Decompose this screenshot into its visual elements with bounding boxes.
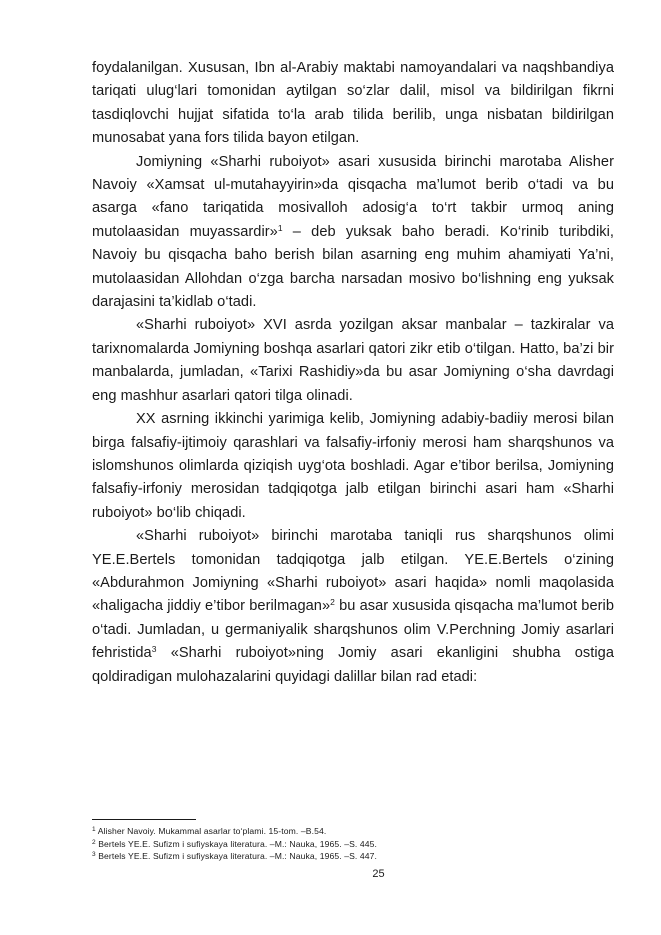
footnote-text: Alisher Navoiy. Mukammal asarlar to‘plami. 15-tom. –B.54.: [95, 826, 327, 836]
paragraph-text: «Sharhi ruboiyot»ning Jomiy asari ekanligini shubha ostiga qoldiradigan mulohazalarini quyidagi dalillar bilan rad etadi:: [92, 645, 614, 685]
paragraph-text: Jomiyning «Sharhi ruboiyot» asari xususida birinchi marotaba Alisher Navoiy «Xamsat ul-mutahayyirin»da qisqacha ma’lumot berib o‘tadi va bu asarga «fano tariqatida mosivalloh adosig‘a to‘rt takbir urmoq aning mutolaasidan muyassardir»: [92, 153, 614, 240]
footnote-reference[interactable]: 2: [330, 597, 335, 608]
footnote-reference[interactable]: 1: [277, 222, 283, 233]
footnote-text: Bertels YE.E. Sufizm i sufiyskaya literatura. –M.: Nauka, 1965. –S. 445.: [95, 838, 378, 849]
footnote: [92, 825, 614, 838]
paragraph-text: «Sharhi ruboiyot» birinchi marotaba taniqli rus sharqshunos olimi YE.E.Bertels tomonidan tadqiqotga jalb etilgan. YE.E.Bertels o‘zining «Abdurahmon Jomiyning «Sharhi ruboiyot» asari haqida» nomli maqolasida «haligacha jiddiy e’tibor berilmagan»: [92, 528, 614, 615]
paragraph: [92, 314, 614, 408]
footnote: [92, 838, 614, 851]
paragraph-text: bu asar xususida qisqacha ma’lumot berib o‘tadi. Jumladan, u germaniyalik sharqshunos olim V.Perchning Jomiy asarlari fehristida: [92, 598, 614, 662]
paragraph: [92, 408, 614, 525]
paragraph-text: XX asrning ikkinchi yarimiga kelib, Jomiyning adabiy-badiiy merosi bilan birga falsafiy-ijtimoiy qarashlari va falsafiy-irfoniy merosi ham sharqshunos va islomshunos olimlarda qiziqish uyg‘ota boshladi. Agar e’tibor berilsa, Jomiyning falsafiy-irfoniy merosidan tadqiqotga jalb etilgan birinchi asari ham «Sharhi ruboiyot» bo‘lib chiqadi.: [92, 411, 614, 521]
paragraph-text: – deb yuksak baho beradi. Ko‘rinib turibdiki, Navoiy bu qisqacha baho berish bilan asarning eng muhim ahamiyati Ya’ni, mutolaasidan Allohdan o‘zga barcha narsadan mosivo bo‘lishning eng yuksak darajasini ta’kidlab o‘tadi.: [92, 223, 614, 311]
body-text: [92, 57, 614, 689]
footnotes: [92, 819, 614, 863]
paragraph: [92, 151, 614, 315]
paragraph-continued: [92, 57, 614, 151]
page-number-text: 25: [372, 868, 385, 880]
footnote: [92, 850, 614, 863]
paragraph: [92, 525, 614, 689]
footnote-number: 3: [92, 851, 96, 859]
paragraph-text: foydalanilgan. Xususan, Ibn al-Arabiy maktabi namoyandalari va naqshbandiya tariqati ulug‘lari tomonidan aytilgan so‘zlar dalil, misol va bildirilgan fikrni tasdiqlovchi hujjat sifatida to‘la arab tilida berilib, unga nisbatan bildirilgan munosabat yana fors tilida bayon etilgan.: [92, 60, 614, 147]
footnote-number: 2: [92, 838, 96, 846]
footnote-text: Bertels YE.E. Sufizm i sufiyskaya literatura. –M.: Nauka, 1965. –S. 447.: [95, 851, 378, 862]
page-number: [0, 868, 661, 880]
footnote-separator: [92, 819, 196, 820]
footnote-number: 1: [92, 826, 96, 833]
paragraph-text: «Sharhi ruboiyot» XVI asrda yozilgan aksar manbalar – tazkiralar va tarixnomalarda Jomiyning boshqa asarlari qatori zikr etib o‘tilgan. Hatto, ba’zi bir manbalarda, jumladan, «Tarixi Rashidiy»da bu asar Jomiyning o‘sha davrdagi eng mashhur asarlari qatori tilga olinadi.: [92, 317, 614, 404]
footnote-reference[interactable]: 3: [151, 644, 157, 655]
